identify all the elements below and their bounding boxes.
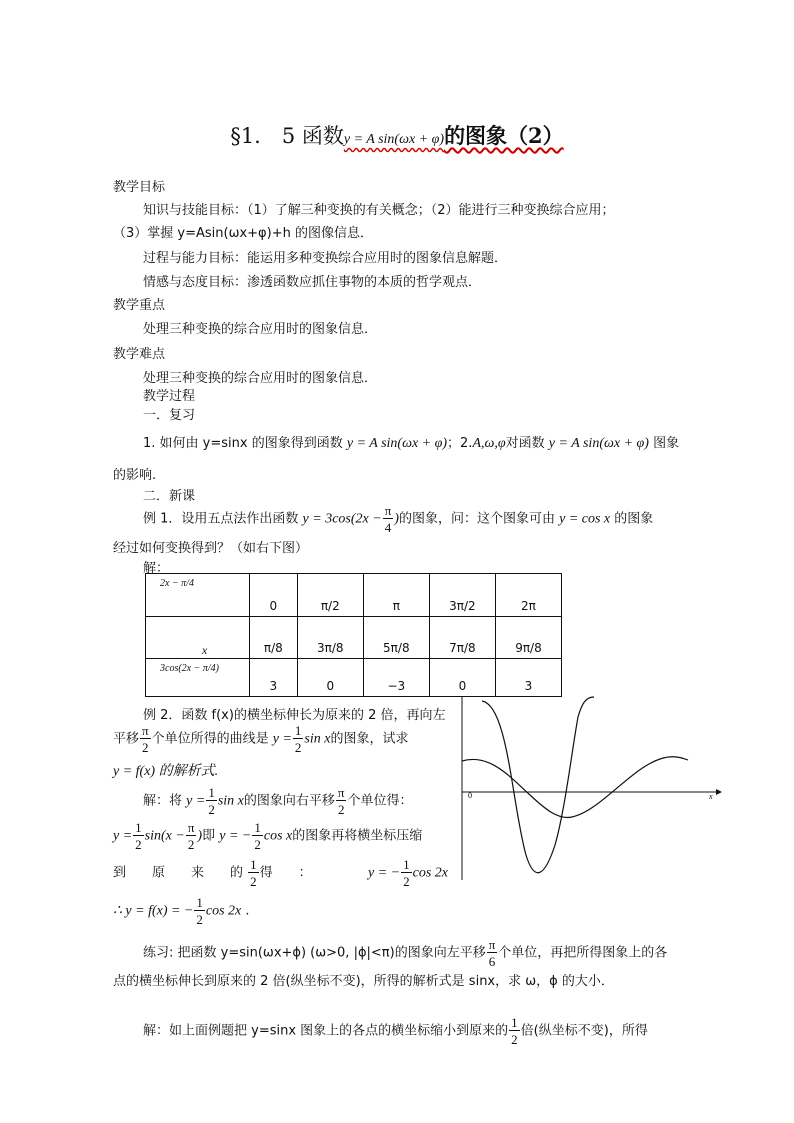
practice-solution-line: [143, 1016, 648, 1046]
solution2-line-4: ∴ y = f(x) = − $\frac{1}{2}$ cos 2x .: [113, 895, 250, 927]
goal-attitude: 情感与态度目标：渗透函数应抓住事物的本质的哲学观点．: [143, 275, 482, 290]
table-row: [146, 659, 562, 697]
frac-den: 6: [488, 954, 496, 969]
review-formula-1: y = A sin(ωx + φ): [346, 436, 448, 451]
solution2-line-3: [113, 858, 312, 888]
curve-narrow: [482, 697, 594, 873]
sol2-text-c2: 的图象再将横坐标压缩: [292, 828, 423, 844]
ex1-text-a: 例 1．设用五点法作出函数: [143, 511, 299, 527]
focus-text: 处理三种变换的综合应用时的图象信息．: [143, 322, 378, 337]
table-cell: 0: [429, 659, 495, 697]
table-cell: −3: [363, 659, 429, 697]
goal-process: 过程与能力目标：能运用多种变换综合应用时的图象信息解题．: [143, 251, 508, 266]
sol2-sinx: sin x: [217, 793, 244, 809]
practice-frac-pi6: [487, 938, 498, 968]
origin-label: 0: [468, 791, 472, 800]
trig-graph: [460, 695, 725, 885]
example1-line: [143, 504, 653, 534]
table-head-func: 3cos(2x − π/4): [146, 659, 250, 697]
sol2-y-eq-2: y =: [113, 828, 133, 844]
frac-den: 2: [196, 912, 203, 927]
frac-den: 2: [135, 837, 142, 852]
review-formula-2: y = A sin(ωx + φ): [548, 436, 649, 451]
sol2-text-c: 个单位得：: [347, 793, 413, 809]
sol2-frac-12e: [401, 858, 412, 888]
sol2-text-ji: 即: [202, 828, 216, 844]
table-row: [146, 617, 562, 659]
table-cell: 7π/8: [429, 617, 495, 659]
sol2-frac-12c: [252, 821, 263, 851]
frac-num: 1: [403, 857, 410, 872]
psol-text-b: 倍(纵坐标不变)，所得: [520, 1023, 648, 1039]
sol2-sin-open: sin(x −: [144, 828, 185, 844]
frac-num: π: [488, 937, 496, 952]
sol2-y-eq-neg-2: y = −: [368, 865, 401, 881]
example2-line-1: 例 2．函数 f(x)的横坐标伸长为原来的 2 倍，再向左: [143, 708, 446, 723]
psol-frac-12: [509, 1016, 520, 1046]
ex1-close: ): [394, 511, 399, 527]
frac-num: π: [142, 723, 149, 738]
frac-den: 2: [250, 874, 257, 889]
frac-num: 1: [135, 820, 142, 835]
table-head-x: x: [146, 617, 250, 659]
ex1-frac-den: 4: [384, 520, 392, 535]
page-title: [0, 120, 794, 150]
curve-wide: [462, 757, 688, 818]
frac-den: 2: [511, 1032, 518, 1047]
solution2-result-right: [368, 858, 448, 888]
table-cell: π/2: [297, 574, 363, 617]
ex1-frac-pi4: [383, 504, 394, 534]
table-row: [146, 574, 562, 617]
ex1-text-b: 的图象，问：这个图象可由: [398, 511, 555, 527]
frac-num: π: [187, 820, 195, 835]
goal-knowledge-1: 知识与技能目标：（1）了解三种变换的有关概念；（2）能进行三种变换综合应用；: [143, 203, 615, 218]
example2-line-3: y = f(x) 的解析式.: [113, 764, 219, 779]
sol2-close: ): [197, 828, 203, 844]
frac-num: 1: [294, 723, 302, 738]
section-goals: 教学目标: [113, 180, 166, 195]
part-review: 一．复习: [143, 408, 196, 423]
sol2-text-a: 解：将: [143, 793, 183, 809]
table-cell: 0: [297, 659, 363, 697]
example1-line-2: 经过如何变换得到？（如右下图）: [113, 541, 309, 556]
frac-den: 2: [403, 874, 410, 889]
frac-den: 2: [187, 837, 195, 852]
frac-num: π: [337, 785, 345, 800]
sol2-frac-12d: [248, 858, 259, 888]
practice-line-2: 点的横坐标伸长到原来的 2 倍(纵坐标不变)，所得的解析式是 sinx，求 ω，ϕ 的大小．: [113, 974, 614, 989]
difficulty-text: 处理三种变换的综合应用时的图象信息．: [143, 371, 378, 386]
example2-line-2: [113, 724, 409, 754]
section-focus: 教学重点: [113, 298, 166, 313]
practice-text-b: 个单位，再把所得图象上的各: [498, 945, 668, 961]
review-line-2: 的影响.: [113, 468, 157, 483]
sol2-text-l3b: 得 ：: [259, 865, 312, 881]
review-text-d: 图象: [653, 436, 680, 451]
table-cell: 2π: [495, 574, 561, 617]
five-point-table: [145, 573, 562, 697]
frac-num: 1: [250, 857, 257, 872]
table-cell: 5π/8: [363, 617, 429, 659]
sol2-frac-12f: [194, 896, 205, 926]
table-cell: 0: [250, 574, 298, 617]
sol2-frac-12: [206, 786, 217, 816]
table-head-angle: 2x − π/4: [146, 574, 250, 617]
practice-text-a: 练习: 把函数 y=sin(ωx+ϕ) (ω>0, |ϕ|<π)的图象向左平移: [143, 945, 486, 961]
section-process: 教学过程: [143, 389, 196, 404]
ex2-text-b: 个单位所得的曲线是: [151, 731, 269, 747]
review-text-b: ；2.: [447, 436, 473, 451]
title-suffix: 的图象（2）: [444, 123, 564, 148]
review-text-c: 对函数: [505, 436, 545, 451]
table-cell: 3π/8: [297, 617, 363, 659]
title-formula: y = A sin(ωx + φ): [343, 132, 445, 147]
goal-knowledge-2: （3）掌握 y=Asin(ωx+φ)+h 的图像信息．: [113, 226, 373, 241]
ex1-formula-1: y = 3cos(2x −: [302, 511, 382, 527]
ex1-frac-num: π: [384, 503, 392, 518]
table-cell: 3: [495, 659, 561, 697]
table-cell: 9π/8: [495, 617, 561, 659]
psol-text-a: 解：如上面例题把 y=sinx 图象上的各点的横坐标缩小到原来的: [143, 1023, 509, 1039]
ex2-sinx: sin x: [304, 731, 331, 747]
frac-den: 2: [254, 837, 261, 852]
solution2-line-1: [143, 786, 413, 816]
frac-num: 1: [208, 785, 215, 800]
frac-num: 1: [511, 1015, 518, 1030]
section-difficulty: 教学难点: [113, 347, 166, 362]
practice-line-1: [143, 938, 667, 968]
x-axis-arrow: [716, 789, 722, 795]
ex1-formula-2: y = cos x: [559, 511, 611, 527]
frac-den: 2: [208, 802, 215, 817]
sol2-cosx: cos x: [263, 828, 293, 844]
title-prefix: §1. 5 函数: [230, 124, 344, 148]
sol2-y-eq: y =: [186, 793, 206, 809]
frac-den: 2: [142, 740, 149, 755]
ex2-y-eq: y =: [272, 731, 292, 747]
part-new: 二．新课: [143, 489, 196, 504]
ex1-text-c: 的图象: [614, 511, 654, 527]
frac-den: 2: [294, 740, 302, 755]
ex2-text-c: 的图象，试求: [330, 731, 409, 747]
table-cell: π: [363, 574, 429, 617]
sol2-frac-12b: [133, 821, 144, 851]
review-text-a: 1. 如何由 y=sinx 的图象得到函数: [143, 436, 343, 451]
frac-num: 1: [196, 895, 203, 910]
table-cell: 3: [250, 659, 298, 697]
solution2-line-2: [113, 821, 422, 851]
x-axis-label: x: [709, 792, 713, 801]
ex2-frac-12: [293, 724, 304, 754]
sol2-cos2x: cos 2x: [412, 865, 448, 881]
sol2-frac-pi2: [336, 786, 347, 816]
solution-label: 解：: [143, 561, 170, 576]
frac-num: 1: [254, 820, 261, 835]
table-cell: π/8: [250, 617, 298, 659]
review-line: [143, 432, 679, 452]
frac-den: 2: [337, 802, 345, 817]
table-cell: 3π/2: [429, 574, 495, 617]
review-vars: A,ω,φ: [472, 436, 506, 451]
ex2-text-a: 平移: [113, 731, 140, 747]
sol2-text-b: 的图象向右平移: [243, 793, 335, 809]
sol2-cos2x-2: cos 2x: [205, 903, 242, 919]
sol2-frac-pi2b: [186, 821, 197, 851]
sol2-text-l3a: 到 原 来 的: [113, 865, 244, 881]
ex2-frac-pi2: [140, 724, 151, 754]
sol2-therefore: ∴ y = f(x) = −: [113, 903, 194, 919]
sol2-y-eq-neg: y = −: [219, 828, 252, 844]
